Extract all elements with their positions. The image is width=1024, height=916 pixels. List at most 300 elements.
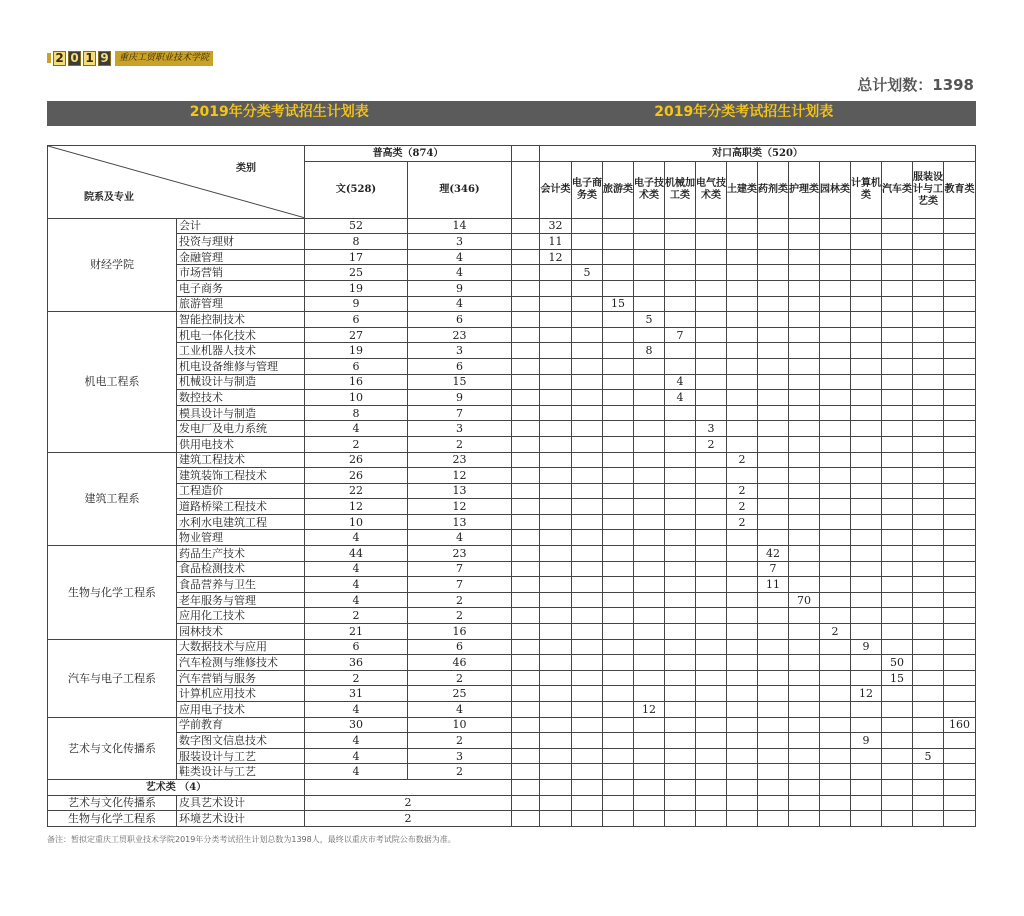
count-vocational xyxy=(572,499,603,515)
count-vocational xyxy=(758,312,789,328)
spacer-cell xyxy=(512,499,540,515)
spacer-cell xyxy=(512,234,540,250)
major-name: 机械设计与制造 xyxy=(177,374,305,390)
count-vocational xyxy=(820,592,851,608)
count-wen: 9 xyxy=(305,296,408,312)
count-vocational xyxy=(540,686,572,702)
count-vocational xyxy=(696,358,727,374)
count-vocational xyxy=(665,499,696,515)
spacer-cell xyxy=(512,577,540,593)
count-vocational xyxy=(882,265,913,281)
count-vocational xyxy=(758,436,789,452)
count-vocational xyxy=(696,374,727,390)
count-vocational xyxy=(634,468,665,484)
count-vocational xyxy=(944,374,976,390)
count-vocational xyxy=(820,795,851,811)
count-wen: 16 xyxy=(305,374,408,390)
count-vocational xyxy=(727,358,758,374)
count-vocational xyxy=(665,655,696,671)
count-vocational xyxy=(696,717,727,733)
count-vocational xyxy=(634,592,665,608)
art-count: 2 xyxy=(305,811,512,827)
table-row xyxy=(48,514,976,530)
count-vocational xyxy=(944,405,976,421)
count-vocational xyxy=(944,390,976,406)
department-name: 艺术与文化传播系 xyxy=(48,795,177,811)
count-li: 6 xyxy=(408,358,512,374)
table-row xyxy=(48,499,976,515)
count-vocational xyxy=(540,405,572,421)
count-vocational xyxy=(944,779,976,795)
count-vocational xyxy=(913,218,944,234)
col-header-vocational: 护理类 xyxy=(789,161,820,218)
count-wen: 4 xyxy=(305,748,408,764)
count-vocational xyxy=(665,733,696,749)
count-vocational xyxy=(540,608,572,624)
count-vocational xyxy=(665,748,696,764)
count-vocational: 70 xyxy=(789,592,820,608)
count-vocational xyxy=(665,717,696,733)
table-row xyxy=(48,577,976,593)
major-name: 服装设计与工艺 xyxy=(177,748,305,764)
count-vocational: 11 xyxy=(758,577,789,593)
count-vocational xyxy=(665,358,696,374)
count-vocational xyxy=(944,748,976,764)
count-vocational xyxy=(572,655,603,671)
count-vocational xyxy=(540,327,572,343)
table-row xyxy=(48,280,976,296)
count-li: 4 xyxy=(408,530,512,546)
count-vocational xyxy=(820,280,851,296)
spacer-cell xyxy=(512,702,540,718)
count-wen: 10 xyxy=(305,514,408,530)
department-name: 生物与化学工程系 xyxy=(48,546,177,640)
major-name: 建筑工程技术 xyxy=(177,452,305,468)
art-category-header: 艺术类 （4） xyxy=(48,779,305,795)
count-vocational xyxy=(572,577,603,593)
count-vocational xyxy=(758,483,789,499)
count-vocational xyxy=(913,546,944,562)
count-vocational xyxy=(944,764,976,780)
count-li: 3 xyxy=(408,234,512,250)
count-vocational xyxy=(758,499,789,515)
count-vocational xyxy=(882,686,913,702)
table-row xyxy=(48,748,976,764)
count-vocational xyxy=(727,312,758,328)
count-vocational xyxy=(665,436,696,452)
count-wen: 19 xyxy=(305,280,408,296)
count-vocational xyxy=(851,748,882,764)
count-vocational xyxy=(851,561,882,577)
count-vocational xyxy=(727,343,758,359)
count-vocational xyxy=(665,421,696,437)
count-wen: 2 xyxy=(305,670,408,686)
count-vocational xyxy=(944,577,976,593)
count-vocational xyxy=(603,358,634,374)
count-vocational xyxy=(727,390,758,406)
count-vocational xyxy=(540,779,572,795)
count-vocational xyxy=(634,249,665,265)
count-vocational xyxy=(727,717,758,733)
count-vocational xyxy=(913,686,944,702)
count-vocational xyxy=(820,686,851,702)
count-li: 13 xyxy=(408,483,512,499)
table-row xyxy=(48,561,976,577)
count-vocational xyxy=(634,436,665,452)
count-vocational: 2 xyxy=(696,436,727,452)
major-name: 汽车检测与维修技术 xyxy=(177,655,305,671)
count-li: 23 xyxy=(408,546,512,562)
count-vocational xyxy=(540,764,572,780)
spacer-cell xyxy=(512,546,540,562)
logo-school-name: 重庆工贸职业技术学院 xyxy=(115,51,213,66)
count-vocational xyxy=(913,421,944,437)
count-vocational xyxy=(603,390,634,406)
count-vocational xyxy=(882,327,913,343)
count-vocational xyxy=(913,514,944,530)
count-vocational xyxy=(758,795,789,811)
count-vocational xyxy=(603,234,634,250)
count-vocational xyxy=(758,670,789,686)
count-vocational xyxy=(727,608,758,624)
count-vocational xyxy=(789,374,820,390)
col-header-wen: 文(528) xyxy=(305,161,408,218)
count-vocational xyxy=(789,733,820,749)
count-vocational xyxy=(603,452,634,468)
count-vocational xyxy=(634,624,665,640)
count-vocational xyxy=(634,405,665,421)
count-vocational xyxy=(727,280,758,296)
count-vocational xyxy=(572,374,603,390)
count-vocational xyxy=(944,514,976,530)
count-vocational xyxy=(603,795,634,811)
count-vocational xyxy=(820,670,851,686)
spacer-cell xyxy=(512,733,540,749)
count-vocational xyxy=(820,327,851,343)
spacer-cell xyxy=(512,312,540,328)
count-vocational xyxy=(851,530,882,546)
count-vocational xyxy=(696,670,727,686)
spacer-cell xyxy=(512,764,540,780)
count-vocational xyxy=(913,592,944,608)
count-vocational xyxy=(851,265,882,281)
count-vocational xyxy=(572,561,603,577)
count-vocational xyxy=(696,405,727,421)
major-name: 机电一体化技术 xyxy=(177,327,305,343)
table-row xyxy=(48,218,976,234)
count-vocational xyxy=(882,514,913,530)
count-vocational xyxy=(913,390,944,406)
count-vocational xyxy=(727,686,758,702)
col-header-vocational: 药剂类 xyxy=(758,161,789,218)
count-vocational xyxy=(727,639,758,655)
count-vocational xyxy=(572,249,603,265)
count-vocational xyxy=(572,702,603,718)
count-vocational xyxy=(851,374,882,390)
count-vocational xyxy=(665,530,696,546)
major-name: 园林技术 xyxy=(177,624,305,640)
major-name: 食品检测技术 xyxy=(177,561,305,577)
count-vocational xyxy=(820,717,851,733)
count-vocational: 8 xyxy=(634,343,665,359)
count-vocational xyxy=(851,608,882,624)
count-vocational xyxy=(758,218,789,234)
count-li: 12 xyxy=(408,499,512,515)
count-vocational xyxy=(789,234,820,250)
major-name: 物业管理 xyxy=(177,530,305,546)
count-vocational xyxy=(913,468,944,484)
count-vocational xyxy=(820,514,851,530)
count-vocational xyxy=(882,405,913,421)
count-vocational xyxy=(696,748,727,764)
count-vocational xyxy=(572,764,603,780)
count-vocational xyxy=(696,577,727,593)
count-vocational xyxy=(665,639,696,655)
count-vocational xyxy=(944,296,976,312)
count-vocational xyxy=(572,218,603,234)
count-vocational xyxy=(944,702,976,718)
count-vocational xyxy=(634,733,665,749)
count-vocational xyxy=(851,218,882,234)
count-vocational xyxy=(665,546,696,562)
count-vocational: 2 xyxy=(820,624,851,640)
count-vocational xyxy=(696,468,727,484)
enrollment-plan-table xyxy=(47,145,976,827)
count-vocational xyxy=(758,530,789,546)
count-vocational xyxy=(540,468,572,484)
count-wen: 22 xyxy=(305,483,408,499)
logo-digit: 2 xyxy=(53,51,66,66)
spacer-cell xyxy=(512,436,540,452)
count-vocational xyxy=(603,811,634,827)
spacer-cell xyxy=(512,655,540,671)
count-vocational xyxy=(820,748,851,764)
table-row xyxy=(48,312,976,328)
col-header-vocational: 土建类 xyxy=(727,161,758,218)
table-row xyxy=(48,327,976,343)
count-vocational xyxy=(789,312,820,328)
count-vocational xyxy=(634,234,665,250)
count-vocational xyxy=(572,608,603,624)
count-vocational xyxy=(758,655,789,671)
count-vocational xyxy=(944,670,976,686)
count-vocational xyxy=(540,374,572,390)
count-wen: 44 xyxy=(305,546,408,562)
vocational-group-header: 对口高职类（520） xyxy=(540,146,976,162)
count-vocational xyxy=(634,608,665,624)
count-vocational xyxy=(913,436,944,452)
spacer-cell xyxy=(512,280,540,296)
count-vocational xyxy=(944,795,976,811)
table-row xyxy=(48,452,976,468)
count-vocational xyxy=(572,436,603,452)
major-name: 计算机应用技术 xyxy=(177,686,305,702)
major-name: 旅游管理 xyxy=(177,296,305,312)
count-wen: 4 xyxy=(305,421,408,437)
count-vocational xyxy=(727,374,758,390)
count-vocational xyxy=(820,296,851,312)
table-row xyxy=(48,296,976,312)
count-vocational xyxy=(634,717,665,733)
count-vocational xyxy=(944,639,976,655)
count-vocational xyxy=(665,312,696,328)
count-vocational xyxy=(634,655,665,671)
count-vocational xyxy=(665,608,696,624)
spacer-cell xyxy=(512,639,540,655)
count-vocational xyxy=(696,733,727,749)
count-vocational xyxy=(603,436,634,452)
count-vocational xyxy=(882,639,913,655)
count-vocational xyxy=(758,358,789,374)
major-name: 建筑装饰工程技术 xyxy=(177,468,305,484)
count-vocational xyxy=(851,468,882,484)
count-vocational xyxy=(572,312,603,328)
count-vocational xyxy=(540,561,572,577)
count-vocational xyxy=(913,624,944,640)
count-li: 15 xyxy=(408,374,512,390)
count-vocational xyxy=(882,468,913,484)
count-vocational xyxy=(882,436,913,452)
count-vocational xyxy=(540,343,572,359)
count-vocational xyxy=(882,546,913,562)
table-row xyxy=(48,686,976,702)
major-name: 道路桥梁工程技术 xyxy=(177,499,305,515)
count-vocational xyxy=(572,530,603,546)
count-vocational xyxy=(696,779,727,795)
count-vocational: 4 xyxy=(665,374,696,390)
count-vocational xyxy=(820,779,851,795)
count-vocational xyxy=(820,530,851,546)
count-vocational xyxy=(851,327,882,343)
count-vocational xyxy=(572,717,603,733)
title-banner xyxy=(47,101,976,126)
count-vocational xyxy=(603,374,634,390)
count-vocational xyxy=(696,265,727,281)
count-vocational xyxy=(696,624,727,640)
count-vocational xyxy=(882,733,913,749)
count-vocational: 5 xyxy=(634,312,665,328)
count-vocational xyxy=(789,499,820,515)
count-vocational xyxy=(882,624,913,640)
count-vocational xyxy=(603,655,634,671)
count-vocational xyxy=(758,686,789,702)
count-vocational xyxy=(696,608,727,624)
count-vocational: 32 xyxy=(540,218,572,234)
count-vocational xyxy=(634,280,665,296)
count-vocational xyxy=(758,748,789,764)
count-vocational: 7 xyxy=(758,561,789,577)
count-vocational xyxy=(944,811,976,827)
count-vocational xyxy=(696,811,727,827)
count-vocational xyxy=(572,343,603,359)
count-vocational xyxy=(882,390,913,406)
count-vocational xyxy=(572,421,603,437)
count-vocational xyxy=(634,452,665,468)
count-vocational xyxy=(820,811,851,827)
count-vocational xyxy=(696,390,727,406)
count-vocational xyxy=(572,592,603,608)
count-vocational xyxy=(540,670,572,686)
count-vocational xyxy=(944,499,976,515)
count-vocational: 15 xyxy=(882,670,913,686)
count-vocational xyxy=(665,779,696,795)
major-name: 市场营销 xyxy=(177,265,305,281)
count-li: 2 xyxy=(408,608,512,624)
count-vocational xyxy=(603,468,634,484)
count-vocational xyxy=(789,624,820,640)
spacer-cell xyxy=(512,483,540,499)
spacer-cell xyxy=(512,811,540,827)
count-vocational xyxy=(789,702,820,718)
count-vocational xyxy=(882,452,913,468)
count-vocational xyxy=(758,514,789,530)
count-vocational xyxy=(540,639,572,655)
count-vocational xyxy=(696,546,727,562)
count-li: 9 xyxy=(408,280,512,296)
spacer-cell xyxy=(512,717,540,733)
count-vocational xyxy=(603,280,634,296)
count-vocational xyxy=(696,296,727,312)
count-vocational xyxy=(603,561,634,577)
count-vocational xyxy=(820,608,851,624)
count-vocational xyxy=(882,577,913,593)
table-row xyxy=(48,405,976,421)
count-vocational xyxy=(851,405,882,421)
count-vocational xyxy=(758,265,789,281)
count-wen: 8 xyxy=(305,234,408,250)
count-vocational xyxy=(944,483,976,499)
count-vocational xyxy=(727,795,758,811)
count-vocational xyxy=(789,686,820,702)
table-row xyxy=(48,779,976,795)
count-li: 4 xyxy=(408,702,512,718)
count-vocational xyxy=(603,343,634,359)
count-vocational xyxy=(572,639,603,655)
count-vocational xyxy=(820,390,851,406)
count-wen: 52 xyxy=(305,218,408,234)
count-li: 2 xyxy=(408,733,512,749)
count-vocational xyxy=(634,265,665,281)
count-vocational xyxy=(572,670,603,686)
spacer-cell xyxy=(512,390,540,406)
count-vocational xyxy=(882,343,913,359)
count-vocational xyxy=(789,561,820,577)
count-vocational xyxy=(820,249,851,265)
general-group-header: 普高类（874） xyxy=(305,146,512,162)
count-vocational xyxy=(882,234,913,250)
count-vocational: 9 xyxy=(851,639,882,655)
count-vocational xyxy=(913,296,944,312)
count-vocational xyxy=(603,764,634,780)
count-vocational xyxy=(789,327,820,343)
count-vocational xyxy=(540,421,572,437)
count-li: 7 xyxy=(408,405,512,421)
count-vocational xyxy=(696,312,727,328)
count-vocational xyxy=(696,530,727,546)
count-vocational: 2 xyxy=(727,483,758,499)
count-vocational xyxy=(634,358,665,374)
count-vocational xyxy=(727,577,758,593)
count-vocational xyxy=(727,764,758,780)
count-vocational xyxy=(696,483,727,499)
count-vocational xyxy=(540,546,572,562)
count-vocational xyxy=(944,421,976,437)
count-wen: 30 xyxy=(305,717,408,733)
count-vocational xyxy=(665,265,696,281)
count-vocational xyxy=(634,748,665,764)
table-row xyxy=(48,592,976,608)
count-vocational xyxy=(696,514,727,530)
